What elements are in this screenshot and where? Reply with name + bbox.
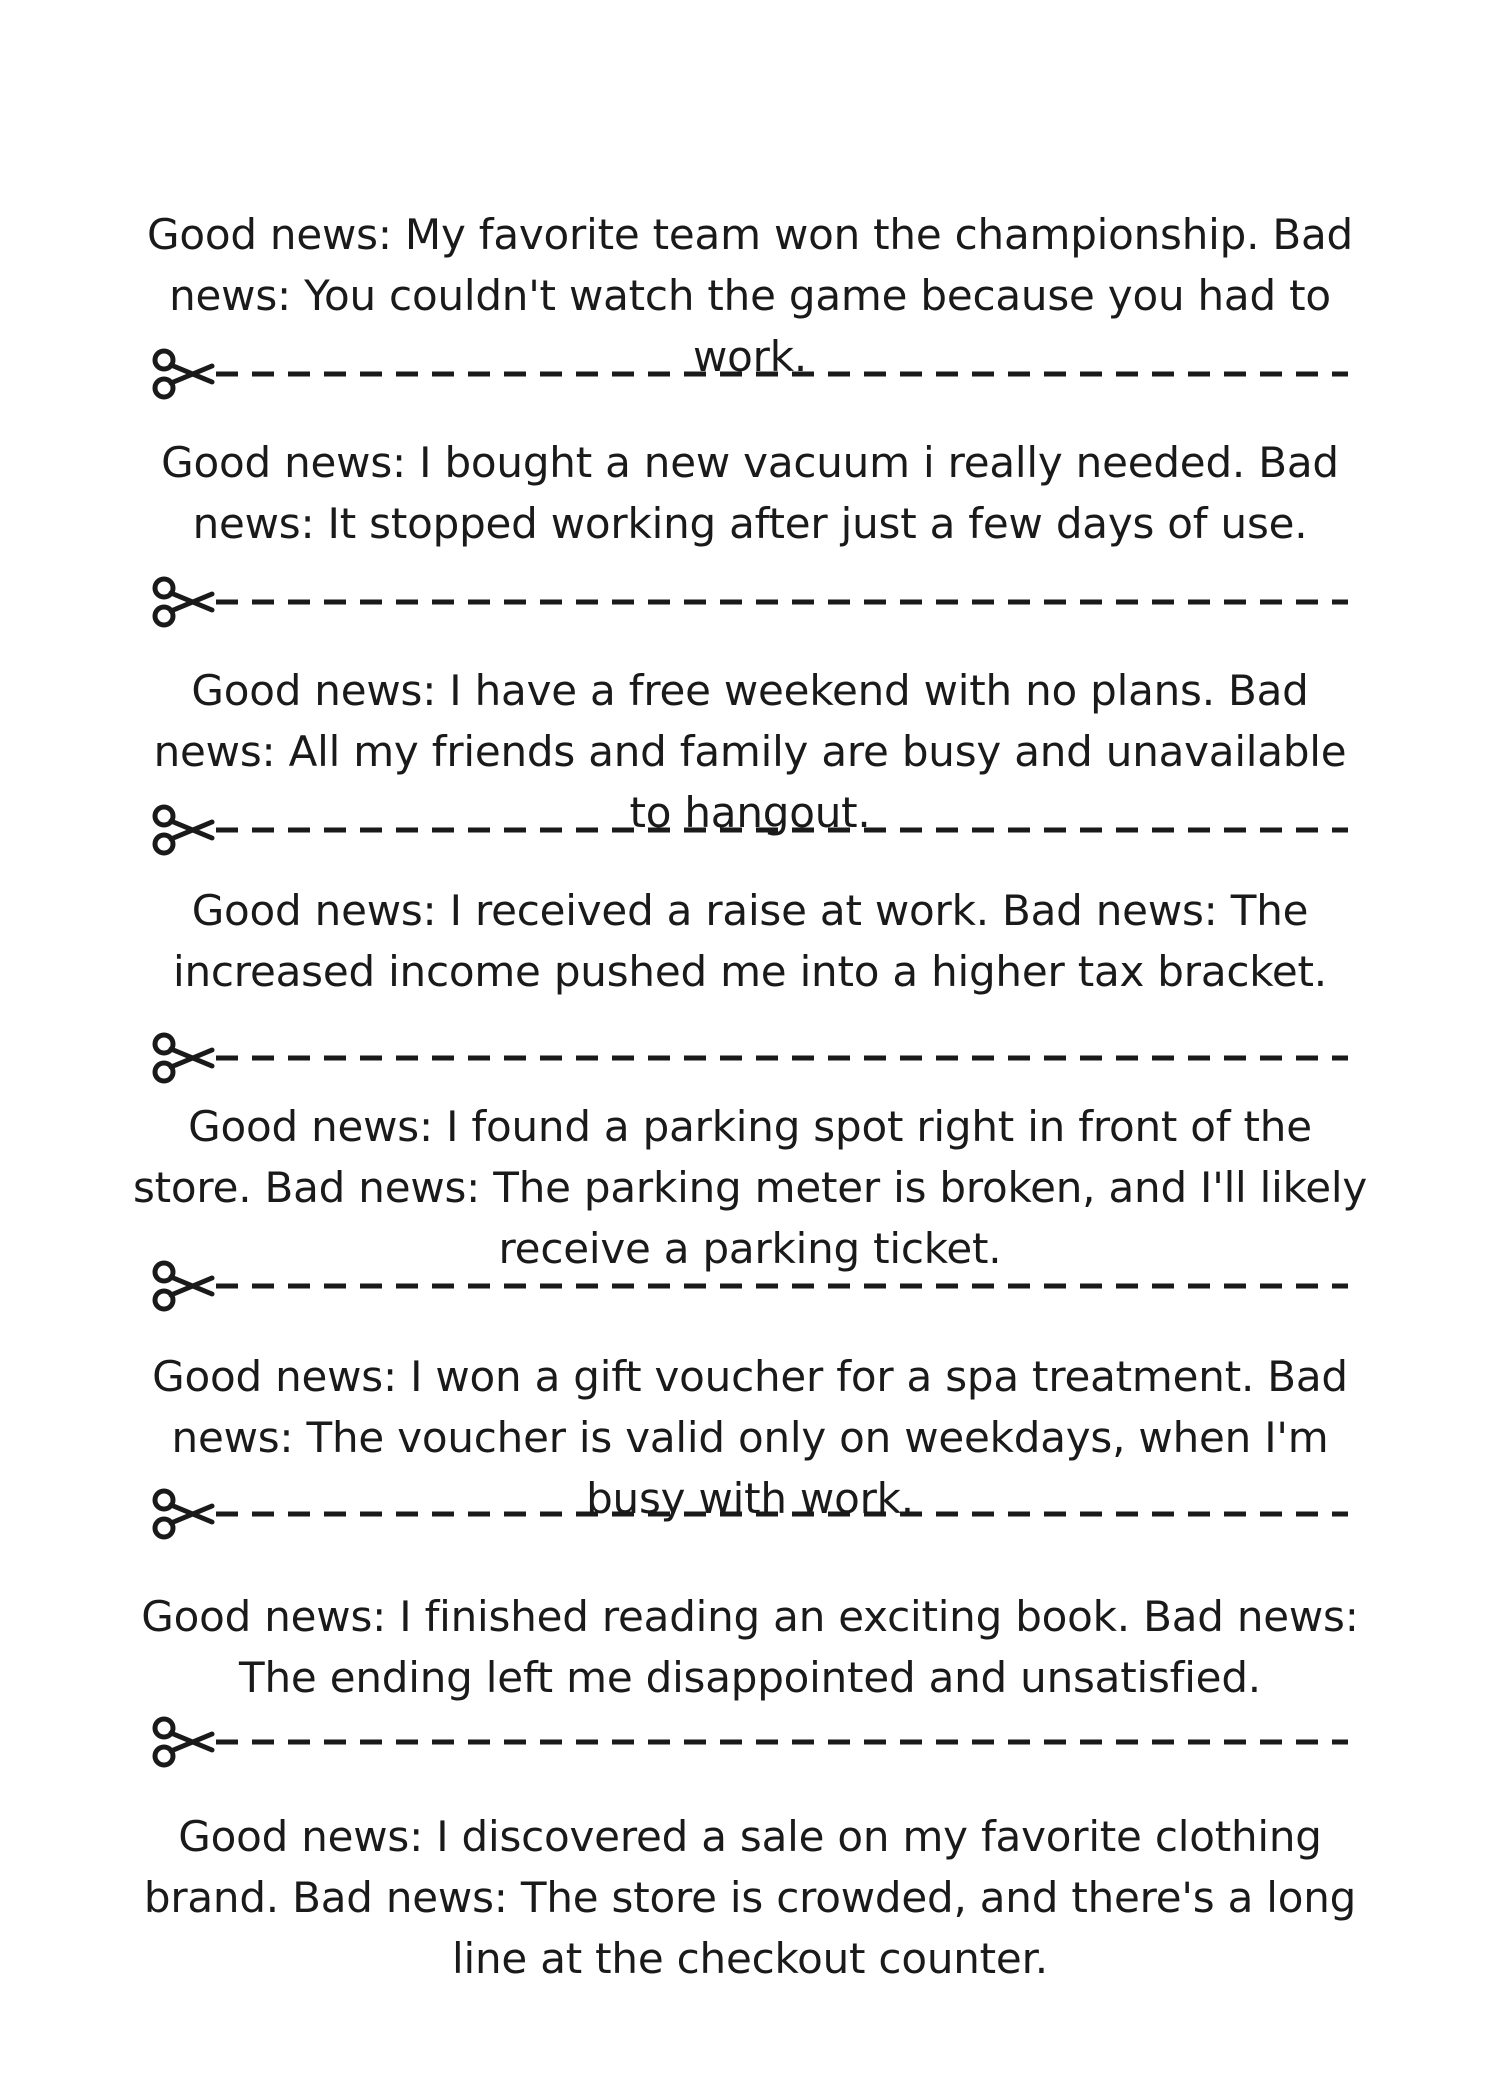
card-text: Good news: My favorite team won the championship. Bad news: You couldn't watch the game because you had to work. [146,210,1353,381]
scissors-icon [155,579,212,625]
cut-line [148,342,1360,406]
card-text: Good news: I finished reading an exciting book. Bad news: The ending left me disappointed and unsatisfied. [141,1592,1359,1702]
scissors-icon [155,1719,212,1765]
scissors-icon [155,1263,212,1309]
cut-line [148,1254,1360,1318]
cut-line [148,570,1360,634]
card-text: Good news: I found a parking spot right in front of the store. Bad news: The parking meter is broken, and I'll likely receive a parking ticket. [132,1102,1368,1273]
cut-line [148,1026,1360,1090]
card-text: Good news: I bought a new vacuum i really needed. Bad news: It stopped working after just a few days of use. [161,438,1339,548]
card-text: Good news: I have a free weekend with no plans. Bad news: All my friends and family are busy and unavailable to hangout. [153,666,1347,837]
card-text: Good news: I received a raise at work. Bad news: The increased income pushed me into a higher tax bracket. [173,886,1327,996]
scissors-icon [155,351,212,397]
cut-line [148,1482,1360,1546]
card-text: Good news: I discovered a sale on my favorite clothing brand. Bad news: The store is crowded, and there's a long line at the checkout counter. [143,1812,1357,1983]
scissors-icon [155,807,212,853]
cut-line [148,798,1360,862]
scissors-icon [155,1491,212,1537]
cut-line [148,1710,1360,1774]
scissors-icon [155,1035,212,1081]
card-text: Good news: I won a gift voucher for a spa treatment. Bad news: The voucher is valid only on weekdays, when I'm busy with work. [152,1352,1348,1523]
